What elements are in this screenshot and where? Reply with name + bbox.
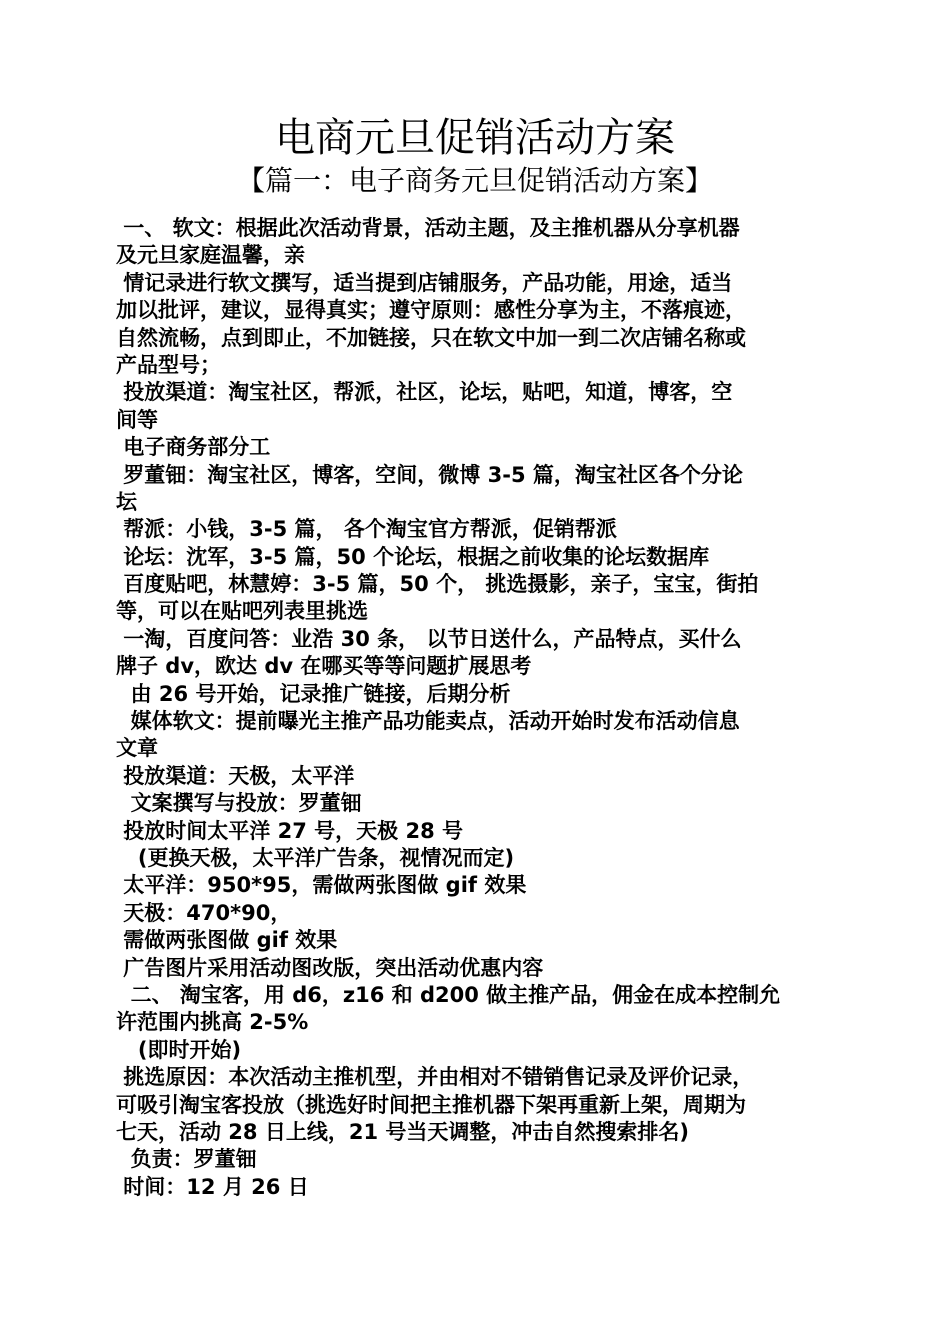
body-text-line: 加以批评，建议，显得真实；遵守原则：感性分享为主，不落痕迹，: [116, 298, 746, 323]
body-text-line: 挑选原因：本次活动主推机型，并由相对不错销售记录及评价记录，: [116, 1065, 754, 1090]
body-text-line: 自然流畅，点到即止，不加链接，只在软文中加一到二次店铺名称或: [116, 325, 746, 350]
body-text-line: 许范围内挑高 2-5%: [116, 1010, 309, 1035]
body-text-line: 媒体软文：提前曝光主推产品功能卖点，活动开始时发布活动信息: [116, 709, 740, 734]
body-text-line: 百度贴吧，林慧婷：3-5 篇，50 个， 挑选摄影，亲子，宝宝，街拍: [116, 572, 759, 597]
body-text-line: 可吸引淘宝客投放（挑选好时间把主推机器下架再重新上架，周期为: [116, 1092, 746, 1117]
body-text-line: 负责：罗董钿: [116, 1147, 257, 1172]
body-text-line: 一、 软文：根据此次活动背景，活动主题，及主推机器从分享机器: [116, 216, 740, 240]
body-text-line: 牌子 dv，欧达 dv 在哪买等等问题扩展思考: [116, 654, 532, 679]
body-text-line: 七天，活动 28 日上线，21 号当天调整，冲击自然搜索排名): [116, 1119, 689, 1144]
body-text-line: 罗董钿：淘宝社区，博客，空间，微博 3-5 篇，淘宝社区各个分论: [116, 462, 743, 487]
body-text-line: 坛: [116, 489, 137, 514]
body-text-line: 电子商务部分工: [116, 435, 271, 460]
body-text-line: 情记录进行软文撰写，适当提到店铺服务，产品功能，用途，适当: [116, 270, 733, 295]
body-text-line: 需做两张图做 gif 效果: [116, 928, 338, 953]
body-text-line: 投放时间太平洋 27 号，天极 28 号: [116, 818, 464, 843]
body-text-line: 及元旦家庭温馨，亲: [116, 243, 305, 268]
body-text-line: 由 26 号开始，记录推广链接，后期分析: [116, 681, 511, 706]
document-title: 电商元旦促销活动方案: [275, 115, 675, 161]
document-body: [116, 215, 838, 1201]
body-text-line: 广告图片采用活动图改版，突出活动优惠内容: [116, 955, 544, 980]
body-text-line: 一淘，百度问答：业浩 30 条， 以节日送什么，产品特点，买什么: [116, 626, 742, 651]
body-text-line: 二、 淘宝客，用 d6，z16 和 d200 做主推产品，佣金在成本控制允: [116, 982, 781, 1007]
body-text-line: 太平洋：950*95，需做两张图做 gif 效果: [116, 873, 527, 898]
body-text-line: 天极：470*90，: [116, 900, 292, 925]
document-subtitle: 【篇一：电子商务元旦促销活动方案】: [236, 164, 713, 197]
body-text-line: 投放渠道：淘宝社区，帮派，社区，论坛，贴吧，知道，博客，空: [116, 380, 733, 405]
body-text-line: 等，可以在贴吧列表里挑选: [116, 599, 368, 624]
body-text-line: 投放渠道：天极，太平洋: [116, 763, 355, 788]
body-text-line: 文案撰写与投放：罗董钿: [116, 791, 362, 816]
body-text-line: 文章: [116, 736, 158, 761]
body-text-line: 间等: [116, 407, 158, 432]
body-text-line: (即时开始): [116, 1037, 242, 1062]
body-text-line: 时间：12 月 26 日: [116, 1174, 309, 1199]
body-text-line: (更换天极，太平洋广告条，视情况而定): [116, 845, 515, 870]
body-text-line: 产品型号；: [116, 352, 221, 377]
body-text-line: 帮派：小钱，3-5 篇， 各个淘宝官方帮派，促销帮派: [116, 517, 617, 542]
body-text-line: 论坛：沈军，3-5 篇，50 个论坛，根据之前收集的论坛数据库: [116, 544, 710, 569]
